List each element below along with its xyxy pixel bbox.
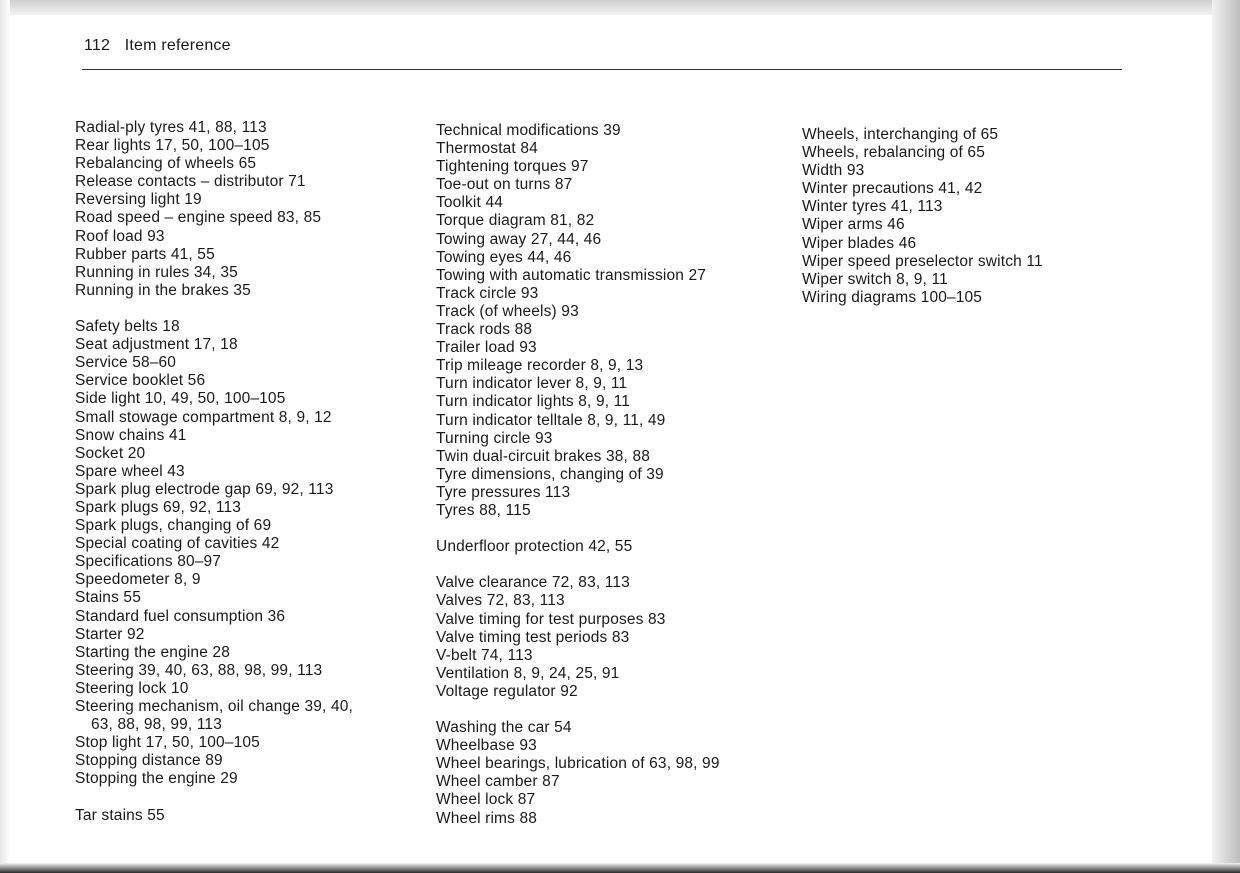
index-entry: Rear lights 17, 50, 100–105 xyxy=(75,137,270,155)
scan-edge-bottom xyxy=(0,863,1240,873)
index-entry: Wheel camber 87 xyxy=(436,773,560,791)
index-entry: Wheels, rebalancing of 65 xyxy=(802,144,985,162)
index-entry: Wiper blades 46 xyxy=(802,234,917,252)
page-header xyxy=(84,37,231,55)
index-group xyxy=(436,122,720,520)
index-entry: Radial-ply tyres 41, 88, 113 xyxy=(75,119,267,136)
index-entry: Voltage regulator 92 xyxy=(436,682,578,700)
index-entry: Trailer load 93 xyxy=(436,339,537,357)
index-entry: Safety belts 18 xyxy=(75,318,180,336)
index-entry: Valve timing test periods 83 xyxy=(436,628,630,646)
index-entry: Stains 55 xyxy=(75,589,141,607)
index-entry: Steering lock 10 xyxy=(75,679,189,697)
index-entry: Service 58–60 xyxy=(75,354,177,372)
index-entry: Running in rules 34, 35 xyxy=(75,263,238,281)
index-entry: Roof load 93 xyxy=(75,227,165,245)
index-group xyxy=(436,538,720,556)
index-column-3 xyxy=(802,126,1043,307)
index-entry: Turn indicator telltale 8, 9, 11, 49 xyxy=(436,411,666,429)
index-entry: Snow chains 41 xyxy=(75,426,187,444)
index-entry: Tyre pressures 113 xyxy=(436,483,571,501)
index-entry: Speedometer 8, 9 xyxy=(75,571,201,589)
index-entry: Wiper switch 8, 9, 11 xyxy=(802,270,948,288)
index-entry: Wiring diagrams 100–105 xyxy=(802,288,983,306)
index-entry: Thermostat 84 xyxy=(436,140,538,158)
header-rule xyxy=(82,69,1122,70)
index-entry: Steering mechanism, oil change 39, 40, xyxy=(75,698,353,715)
index-entry: Release contacts – distributor 71 xyxy=(75,173,306,191)
index-entry: Wheel lock 87 xyxy=(436,791,536,809)
index-group xyxy=(75,318,353,788)
index-group xyxy=(436,719,720,828)
index-entry: Track rods 88 xyxy=(436,321,533,339)
page-number: 112 xyxy=(84,37,111,54)
index-entry: Winter precautions 41, 42 xyxy=(802,180,983,198)
index-entry: Turn indicator lights 8, 9, 11 xyxy=(436,393,631,411)
index-entry: Width 93 xyxy=(802,162,865,180)
index-entry: Service booklet 56 xyxy=(75,372,206,390)
index-entry: Towing with automatic transmission 27 xyxy=(436,266,707,284)
index-entry: Ventilation 8, 9, 24, 25, 91 xyxy=(436,664,620,682)
index-entry: Wheel rims 88 xyxy=(436,809,538,827)
index-entry: Turning circle 93 xyxy=(436,429,553,447)
index-entry: Side light 10, 49, 50, 100–105 xyxy=(75,390,286,408)
index-group xyxy=(802,126,1043,307)
index-column-2 xyxy=(436,122,720,828)
index-column-1 xyxy=(75,119,353,825)
index-entry: Track circle 93 xyxy=(436,284,539,302)
index-entry: Spark plugs 69, 92, 113 xyxy=(75,498,242,516)
index-entry: Technical modifications 39 xyxy=(436,122,621,139)
index-entry: Rubber parts 41, 55 xyxy=(75,245,215,263)
index-entry: Spare wheel 43 xyxy=(75,462,185,480)
index-entry: Wiper speed preselector switch 11 xyxy=(802,252,1043,270)
index-entry: Winter tyres 41, 113 xyxy=(802,198,943,216)
index-entry: Tightening torques 97 xyxy=(436,158,589,176)
index-entry: Track (of wheels) 93 xyxy=(436,302,579,320)
index-entry: Valves 72, 83, 113 xyxy=(436,592,565,610)
index-entry: Valve clearance 72, 83, 113 xyxy=(436,574,630,592)
index-entry: Standard fuel consumption 36 xyxy=(75,607,286,625)
page-title: Item reference xyxy=(124,37,231,54)
index-entry: Toe-out on turns 87 xyxy=(436,176,573,194)
index-entry: Special coating of cavities 42 xyxy=(75,535,280,553)
index-entry: Spark plugs, changing of 69 xyxy=(75,517,272,535)
index-entry: Road speed – engine speed 83, 85 xyxy=(75,209,322,227)
scan-edge-right xyxy=(1212,0,1240,873)
index-entry: Twin dual-circuit brakes 38, 88 xyxy=(436,447,650,465)
scan-edge-left xyxy=(0,0,10,873)
scan-edge-top xyxy=(0,0,1240,15)
index-entry: Stopping the engine 29 xyxy=(75,770,238,788)
index-entry: Tar stains 55 xyxy=(75,806,165,824)
index-entry: Tyres 88, 115 xyxy=(436,501,531,519)
index-entry: V-belt 74, 113 xyxy=(436,646,533,664)
index-entry: Wiper arms 46 xyxy=(802,216,905,234)
index-entry: Starter 92 xyxy=(75,625,145,643)
index-entry: Towing eyes 44, 46 xyxy=(436,248,572,266)
index-entry: Toolkit 44 xyxy=(436,194,503,212)
index-entry: Running in the brakes 35 xyxy=(75,281,251,299)
index-entry: Towing away 27, 44, 46 xyxy=(436,230,602,248)
index-entry: Wheel bearings, lubrication of 63, 98, 99 xyxy=(436,755,720,773)
index-entry: Steering 39, 40, 63, 88, 98, 99, 113 xyxy=(75,661,323,679)
index-entry: Washing the car 54 xyxy=(436,719,572,737)
index-entry: Rebalancing of wheels 65 xyxy=(75,155,257,173)
index-group xyxy=(75,807,353,825)
index-entry: Trip mileage recorder 8, 9, 13 xyxy=(436,357,644,375)
index-entry: Wheelbase 93 xyxy=(436,737,537,755)
index-entry: Spark plug electrode gap 69, 92, 113 xyxy=(75,480,334,498)
index-entry: Torque diagram 81, 82 xyxy=(436,212,595,230)
index-entry: Stop light 17, 50, 100–105 xyxy=(75,734,260,752)
index-entry: 63, 88, 98, 99, 113 xyxy=(91,716,222,734)
index-entry: Small stowage compartment 8, 9, 12 xyxy=(75,408,332,426)
index-entry: Starting the engine 28 xyxy=(75,643,230,661)
index-entry: Valve timing for test purposes 83 xyxy=(436,610,666,628)
index-entry: Tyre dimensions, changing of 39 xyxy=(436,465,664,483)
index-group xyxy=(75,119,353,300)
index-entry: Wheels, interchanging of 65 xyxy=(802,126,999,143)
index-entry: Stopping distance 89 xyxy=(75,752,223,770)
index-entry: Seat adjustment 17, 18 xyxy=(75,336,238,354)
index-entry: Socket 20 xyxy=(75,444,146,462)
index-entry: Reversing light 19 xyxy=(75,191,202,209)
index-entry: Underfloor protection 42, 55 xyxy=(436,538,633,556)
index-group xyxy=(436,574,720,701)
index-entry: Turn indicator lever 8, 9, 11 xyxy=(436,375,628,393)
index-entry: Specifications 80–97 xyxy=(75,553,222,571)
